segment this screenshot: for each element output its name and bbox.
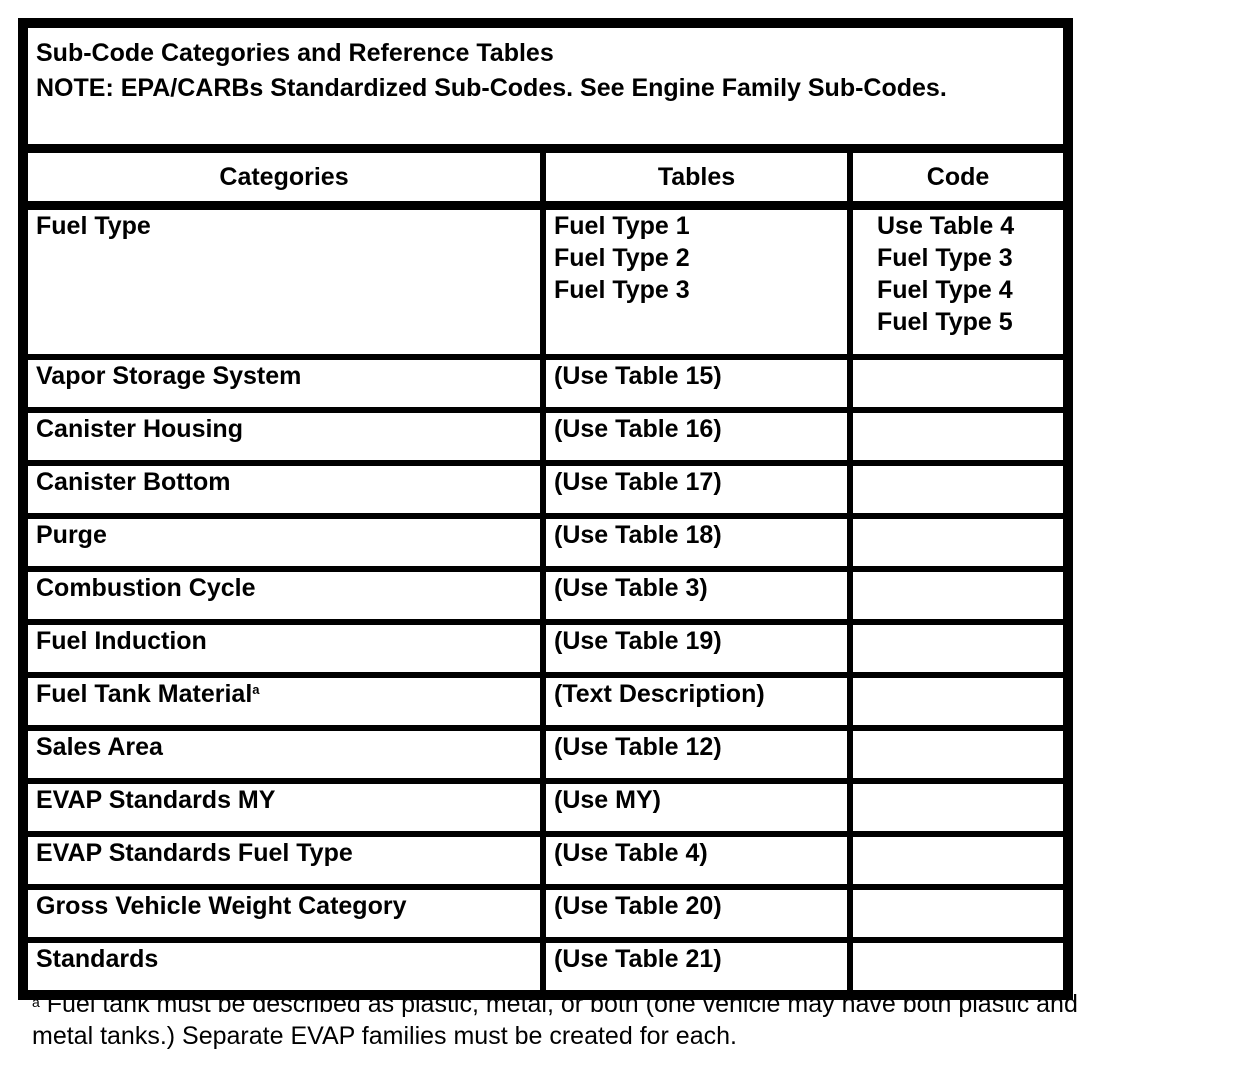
category-label: Canister Bottom [36, 468, 231, 496]
column-header-categories: Categories [25, 150, 543, 207]
code-cell [850, 728, 1066, 781]
category-cell [25, 675, 543, 728]
tables-cell: (Use Table 21) [543, 940, 850, 993]
table-title: Sub-Code Categories and Reference Tables [36, 39, 554, 67]
category-label: EVAP Standards MY [36, 786, 276, 814]
category-cell [25, 357, 543, 410]
table-row [25, 728, 1066, 781]
tables-cell: (Use Table 20) [543, 887, 850, 940]
table-ref: Fuel Type 1 [554, 212, 690, 240]
category-cell [25, 463, 543, 516]
tables-cell: (Use Table 16) [543, 410, 850, 463]
code-value: Fuel Type 4 [877, 276, 1013, 304]
code-cell [850, 463, 1066, 516]
category-cell [25, 940, 543, 993]
category-label: Fuel Type [36, 212, 151, 240]
table-row [25, 834, 1066, 887]
category-label: Purge [36, 521, 107, 549]
code-cell [850, 781, 1066, 834]
table-row [25, 940, 1066, 993]
code-cell [850, 357, 1066, 410]
code-value: Use Table 4 [877, 212, 1015, 240]
table-note: NOTE: EPA/CARBs Standardized Sub-Codes. See Engine Family Sub-Codes. [36, 74, 947, 102]
category-label: Standards [36, 945, 159, 973]
sub-code-table [18, 18, 1073, 1000]
table-row [25, 781, 1066, 834]
tables-cell: (Use Table 17) [543, 463, 850, 516]
table-row [25, 887, 1066, 940]
category-label: Canister Housing [36, 415, 243, 443]
category-label: Sales Area [36, 733, 163, 761]
code-cell [850, 834, 1066, 887]
table-ref: Fuel Type 2 [554, 244, 690, 272]
code-cell [850, 410, 1066, 463]
table-header-row [25, 25, 1066, 150]
column-header-tables: Tables [543, 150, 850, 207]
column-header-row [25, 150, 1066, 207]
table-ref: Fuel Type 3 [554, 276, 690, 304]
tables-cell: (Text Description) [543, 675, 850, 728]
category-cell [25, 410, 543, 463]
table-row [25, 569, 1066, 622]
tables-cell: (Use MY) [543, 781, 850, 834]
code-cell [850, 675, 1066, 728]
category-cell [25, 834, 543, 887]
category-cell [25, 728, 543, 781]
code-value: Fuel Type 3 [877, 244, 1013, 272]
table-header [25, 25, 1066, 150]
table-row [25, 463, 1066, 516]
category-label: Combustion Cycle [36, 574, 256, 602]
tables-cell: (Use Table 18) [543, 516, 850, 569]
code-cell [850, 516, 1066, 569]
category-cell [25, 887, 543, 940]
code-cell [850, 887, 1066, 940]
category-cell [25, 207, 543, 357]
code-value: Fuel Type 5 [877, 308, 1013, 336]
code-cell [850, 622, 1066, 675]
tables-cell: (Use Table 3) [543, 569, 850, 622]
category-cell [25, 516, 543, 569]
tables-cell: (Use Table 4) [543, 834, 850, 887]
code-cell [850, 207, 1066, 357]
category-label: Fuel Tank Material [36, 680, 253, 708]
footnote-line-1: Fuel tank must be described as plastic, metal, or both (one vehicle may have both plastic and [39, 990, 1078, 1018]
table-row [25, 357, 1066, 410]
tables-cell: (Use Table 12) [543, 728, 850, 781]
category-label: Fuel Induction [36, 627, 207, 655]
column-header-code: Code [850, 150, 1066, 207]
footnote-line-2: metal tanks.) Separate EVAP families must be created for each. [32, 1022, 737, 1050]
tables-cell [543, 207, 850, 357]
code-cell [850, 569, 1066, 622]
table-row [25, 675, 1066, 728]
footnote-mark: a [252, 682, 260, 697]
footnote-mark: a [32, 994, 40, 1010]
category-cell [25, 622, 543, 675]
category-label: Vapor Storage System [36, 362, 302, 390]
category-cell [25, 781, 543, 834]
table-row [25, 410, 1066, 463]
table-row [25, 207, 1066, 357]
category-label: EVAP Standards Fuel Type [36, 839, 353, 867]
table-body [25, 357, 1066, 993]
table-row [25, 516, 1066, 569]
footnote [32, 988, 1232, 1052]
tables-cell: (Use Table 15) [543, 357, 850, 410]
table-row [25, 622, 1066, 675]
category-cell [25, 569, 543, 622]
category-label: Gross Vehicle Weight Category [36, 892, 407, 920]
code-cell [850, 940, 1066, 993]
tables-cell: (Use Table 19) [543, 622, 850, 675]
